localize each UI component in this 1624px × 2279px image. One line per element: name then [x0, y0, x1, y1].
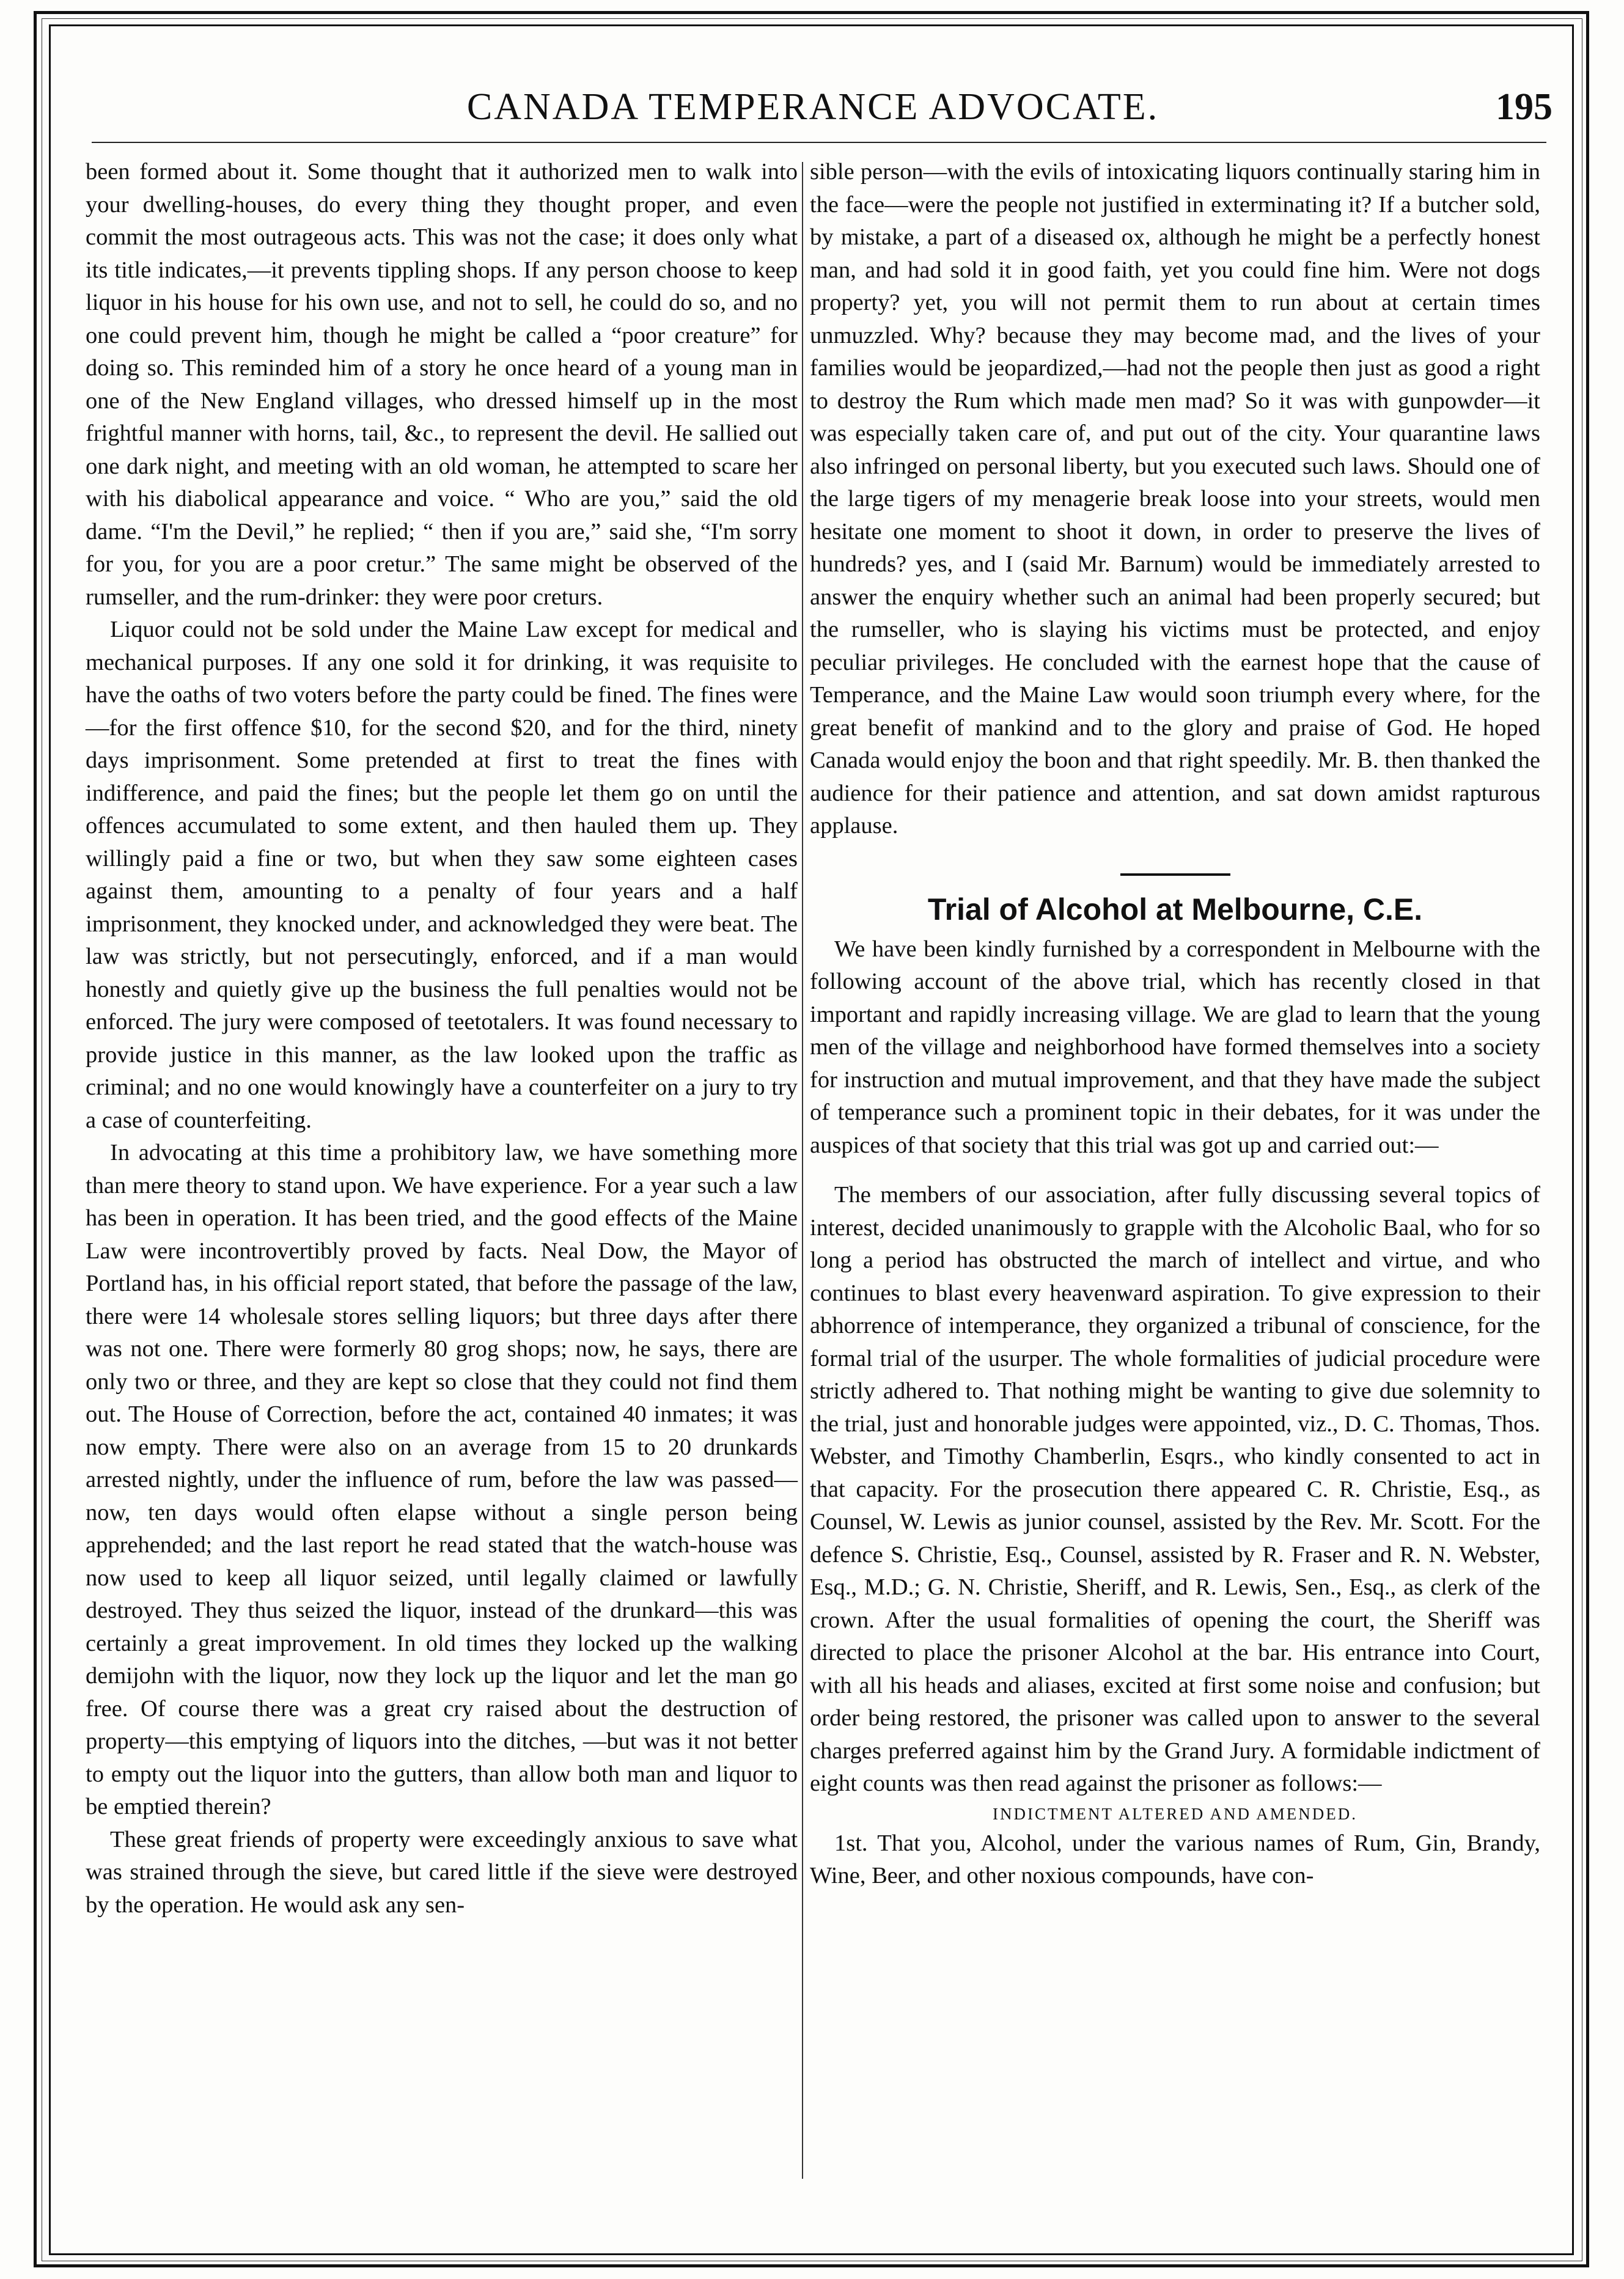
article-intro: We have been kindly furnished by a correspondent in Melbourne with the following account of the above trial, which has recently closed in that important and rapidly increasing village. We are glad to learn that the young men of the village and neighborhood have formed themselves into a society for instruction and mutual improvement, and that they have made the subject of temperance such a prominent topic in their debates, for it was under the auspices of that society that this trial was got up and carried out:— [810, 936, 1540, 1158]
page-number: 195 [1496, 86, 1552, 128]
indictment-first-count: 1st. That you, Alcohol, under the various names of Rum, Gin, Brandy, Wine, Beer, and other noxious compounds, have con- [810, 1830, 1540, 1888]
column-divider [802, 162, 803, 2179]
header-rule [92, 142, 1546, 143]
article-body: The members of our association, after fully discussing several topics of interest, decided unanimously to grapple with the Alcoholic Baal, who for so long a period has obstructed the march of intellect and virtue, and who continues to blast every heavenward aspiration. To give expression to their abhorrence of intemperance, they organized a tribunal of conscience, for the formal trial of the usurper. The whole formalities of judicial procedure were strictly adhered to. That nothing might be wanting to give due solemnity to the trial, just and honorable judges were appointed, viz., D. C. Thomas, Thos. Webster, and Timothy Chamberlin, Esqrs., who kindly consented to act in that capacity. For the prosecution there appeared C. R. Christie, Esq., as Counsel, W. Lewis as junior counsel, assisted by the Rev. Mr. Scott. For the defence S. Christie, Esq., Counsel, assisted by R. Fraser and R. N. Webster, Esq., M.D.; G. N. Christie, Sheriff, and R. Lewis, Sen., Esq., as clerk of the crown. After the usual formalities of opening the court, the Sheriff was directed to place the prisoner Alcohol at the bar. His entrance into Court, with all his heads and aliases, excited at first some noise and confusion; but order being restored, the prisoner was called upon to answer to the several charges preferred against him by the Grand Jury. A formidable indictment of eight counts was then read against the prisoner as follows:— [810, 1182, 1540, 1796]
left-paragraph-2: Liquor could not be sold under the Maine Law except for medical and mechanical purposes. If any one sold it for drinking, it was requisite to have the oaths of two voters before the party could be fined. The fines were—for the first offence $10, for the second $20, and for the third, ninety days imprisonment. Some pretended at first to treat the fines with indifference, and paid the fines; but the people let them go on until the offences accumulated to some extent, and then hauled them up. They willingly paid a fine or two, but when they saw some eighteen cases against them, amounting to a penalty of four years and a half imprisonment, they knocked under, and acknowledged they were beat. The law was strictly, but not persecutingly, enforced, and if a man would honestly and quietly give up the business the full penalties would not be enforced. The jury were composed of teetotalers. It was found necessary to provide justice in this manner, as the law looked upon the traffic as criminal; and no one would knowingly have a counterfeiter on a jury to try a case of counterfeiting. [86, 617, 798, 1133]
indictment-heading: INDICTMENT ALTERED AND AMENDED. [993, 1804, 1358, 1823]
article-title: Trial of Alcohol at Melbourne, C.E. [927, 892, 1423, 927]
left-paragraph-3: In advocating at this time a prohibitory law, we have something more than mere theory to stand upon. We have experience. For a year such a law has been in operation. It has been tried, and the good effects of the Maine Law were incontrovertibly proved by facts. Neal Dow, the Mayor of Portland has, in his official report stated, that before the passage of the law, there were 14 wholesale stores selling liquors; but three days after there was not one. There were formerly 80 grog shops; now, he says, there are only two or three, and they are kept so close that they could not find them out. The House of Correction, before the act, contained 40 inmates; it was now empty. There were also on an average from 15 to 20 drunkards arrested nightly, under the influence of rum, before the law was passed—now, ten days would often elapse without a single person being apprehended; and the last report he read stated that the watch-house was now used to keep all liquor seized, until legally claimed or lawfully destroyed. They thus seized the liquor, instead of the drunkard—this was certainly a great improvement. In old times they locked up the walking demijohn with the liquor, now they lock up the liquor and let the man go free. Of course there was a great cry raised about the destruction of property—this emptying of liquors into the ditches, —but was it not better to empty out the liquor into the gutters, than allow both man and liquor to be emptied therein? [86, 1140, 798, 1819]
right-column [810, 156, 1540, 2191]
paragraph-gap [810, 1162, 1540, 1179]
right-continuation: sible person—with the evils of intoxicating liquors continually staring him in the face—were the people not justified in exterminating it? If a butcher sold, by mistake, a part of a diseased ox, although he might be a perfectly honest man, and had sold it in good faith, yet you could fine him. Were not dogs property? yet, you will not permit them to run about at certain times unmuzzled. Why? because they may become mad, and the lives of your families would be jeopardized,—had not the people then just as good a right to destroy the Rum which made men mad? So it was with gunpowder—it was especially taken care of, and put out of the city. Your quarantine laws also infringed on personal liberty, but you executed such laws. Should one of the large tigers of my menagerie break loose into your streets, would men hesitate one moment to shoot it down, in order to preserve the lives of hundreds? yes, and I (said Mr. Barnum) would be immediately arrested to answer the enquiry whether such an animal had been properly secured; but the rumseller, who is slaying his victims must be protected, and enjoy peculiar privileges. He concluded with the earnest hope that the cause of Temperance, and the Maine Law would soon triumph every where, for the great benefit of mankind and to the glory and praise of God. He hoped Canada would enjoy the boon and that right speedily. Mr. B. then thanked the audience for their patience and attention, and sat down amidst rapturous applause. [810, 159, 1540, 839]
publication-title: CANADA TEMPERANCE ADVOCATE. [466, 86, 1159, 128]
left-paragraph-1: been formed about it. Some thought that it authorized men to walk into your dwelling-houses, do every thing they thought proper, and even commit the most outrageous acts. This was not the case; it does only what its title indicates,—it prevents tippling shops. If any person choose to keep liquor in his house for his own use, and not to sell, he could do so, and no one could prevent him, though he might be called a “poor creature” for doing so. This reminded him of a story he once heard of a young man in one of the New England villages, who dressed himself up in the most frightful manner with horns, tail, &c., to represent the devil. He sallied out one dark night, and meeting with an old woman, he attempted to scare her with his diabolical appearance and voice. “ Who are you,” said the old dame. “I'm the Devil,” he replied; “ then if you are,” said she, “I'm sorry for you, for you are a poor cretur.” The same might be observed of the rumseller, and the rum-drinker: they were poor creturs. [86, 159, 798, 610]
left-paragraph-4: These great friends of property were exceedingly anxious to save what was strained through the sieve, but cared little if the sieve were destroyed by the operation. He would ask any sen- [86, 1826, 798, 1918]
left-column [86, 156, 798, 2191]
article-separator [1120, 873, 1230, 876]
